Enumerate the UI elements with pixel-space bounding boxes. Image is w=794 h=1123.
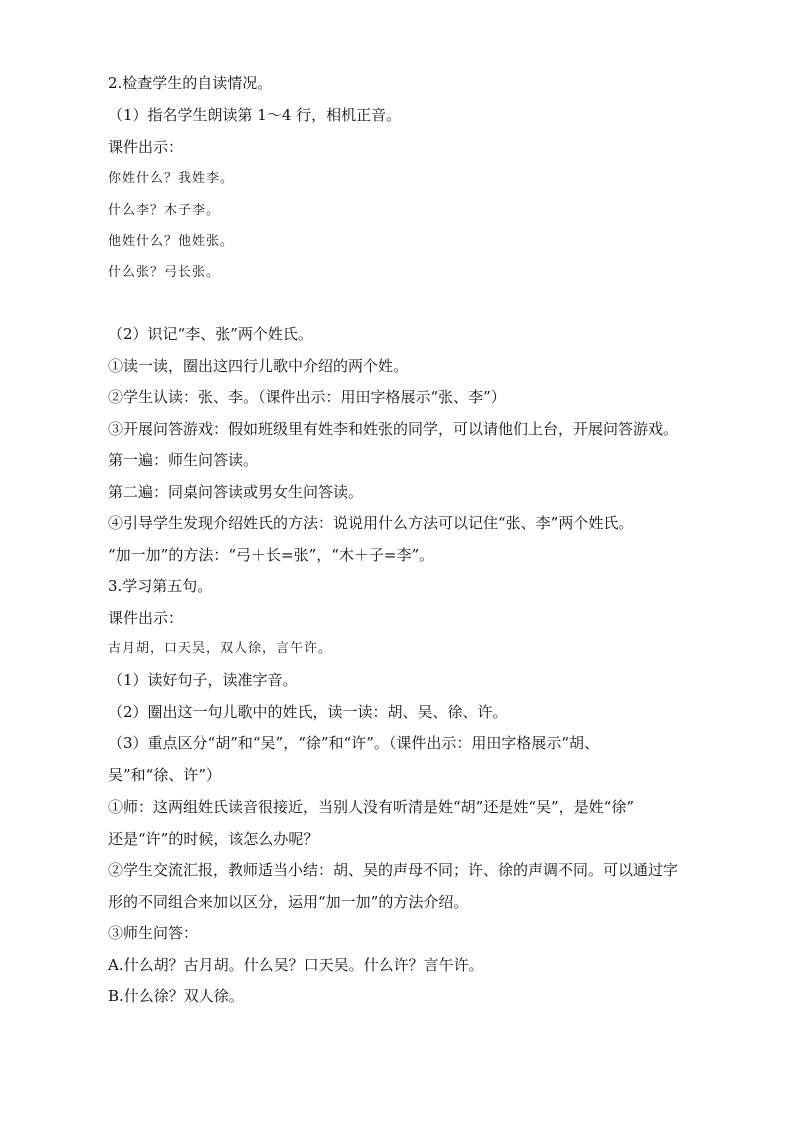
section-3-item-2: （2）圈出这一句儿歌中的姓氏，读一读：胡、吴、徐、许。 (108, 703, 508, 721)
step-2: ②学生认读：张、李。（课件出示：用田字格展示“张、李”） (108, 388, 506, 406)
section-3-heading: 3.学习第五句。 (108, 577, 213, 595)
qa-b: B.什么徐？双人徐。 (108, 987, 244, 1005)
section-2-heading: 2.检查学生的自读情况。 (108, 74, 273, 92)
section-3-item-1: （1）读好句子，读准字音。 (108, 671, 298, 689)
section-3-item-3-line-2: 吴”和“徐、许”） (108, 766, 222, 784)
courseware-label-2: 课件出示： (108, 609, 184, 627)
poem-line-3: 他姓什么？他姓张。 (108, 234, 235, 249)
section-2-item-1: （1）指名学生朗读第 1～4 行，相机正音。 (108, 106, 402, 124)
step-3: ③开展问答游戏：假如班级里有姓李和姓张的同学，可以请他们上台，开展问答游戏。 (108, 420, 679, 438)
summary-line-2: 形的不同组合来加以区分，运用“加一加”的方法介绍。 (108, 893, 469, 911)
poem-line-4: 什么张？弓长张。 (108, 265, 221, 280)
poem-line-5: 古月胡，口天吴，双人徐，言午许。 (108, 641, 333, 656)
poem-line-1: 你姓什么？我姓李。 (108, 171, 235, 186)
section-3-item-3-line-1: （3）重点区分“胡”和“吴”，“徐”和“许”。（课件出示：用田字格展示“胡、 (108, 734, 600, 752)
method-line: “加一加”的方法：“弓＋长=张”，“木＋子=李”。 (108, 546, 435, 564)
step-1: ①读一读，圈出这四行儿歌中介绍的两个姓。 (108, 357, 409, 375)
qa-a: A.什么胡？古月胡。什么吴？口天吴。什么许？言午许。 (108, 956, 484, 974)
teacher-question-line-2: 还是“许”的时候，该怎么办呢？ (108, 830, 319, 848)
round-1: 第一遍：师生问答读。 (108, 451, 259, 469)
teacher-question-line-1: ①师：这两组姓氏读音很接近，当别人没有听清是姓“胡”还是姓“吴”，是姓“徐” (108, 798, 635, 816)
courseware-label: 课件出示： (108, 138, 184, 156)
section-2-item-2: （2）识记“李、张”两个姓氏。 (108, 325, 313, 343)
qa-label: ③师生问答： (108, 924, 199, 942)
round-2: 第二遍：同桌问答读或男女生问答读。 (108, 483, 364, 501)
summary-line-1: ②学生交流汇报，教师适当小结：胡、吴的声母不同；许、徐的声调不同。可以通过字 (108, 861, 679, 879)
poem-line-2: 什么李？木子李。 (108, 203, 221, 218)
step-4: ④引导学生发现介绍姓氏的方法：说说用什么方法可以记住“张、李”两个姓氏。 (108, 514, 634, 532)
